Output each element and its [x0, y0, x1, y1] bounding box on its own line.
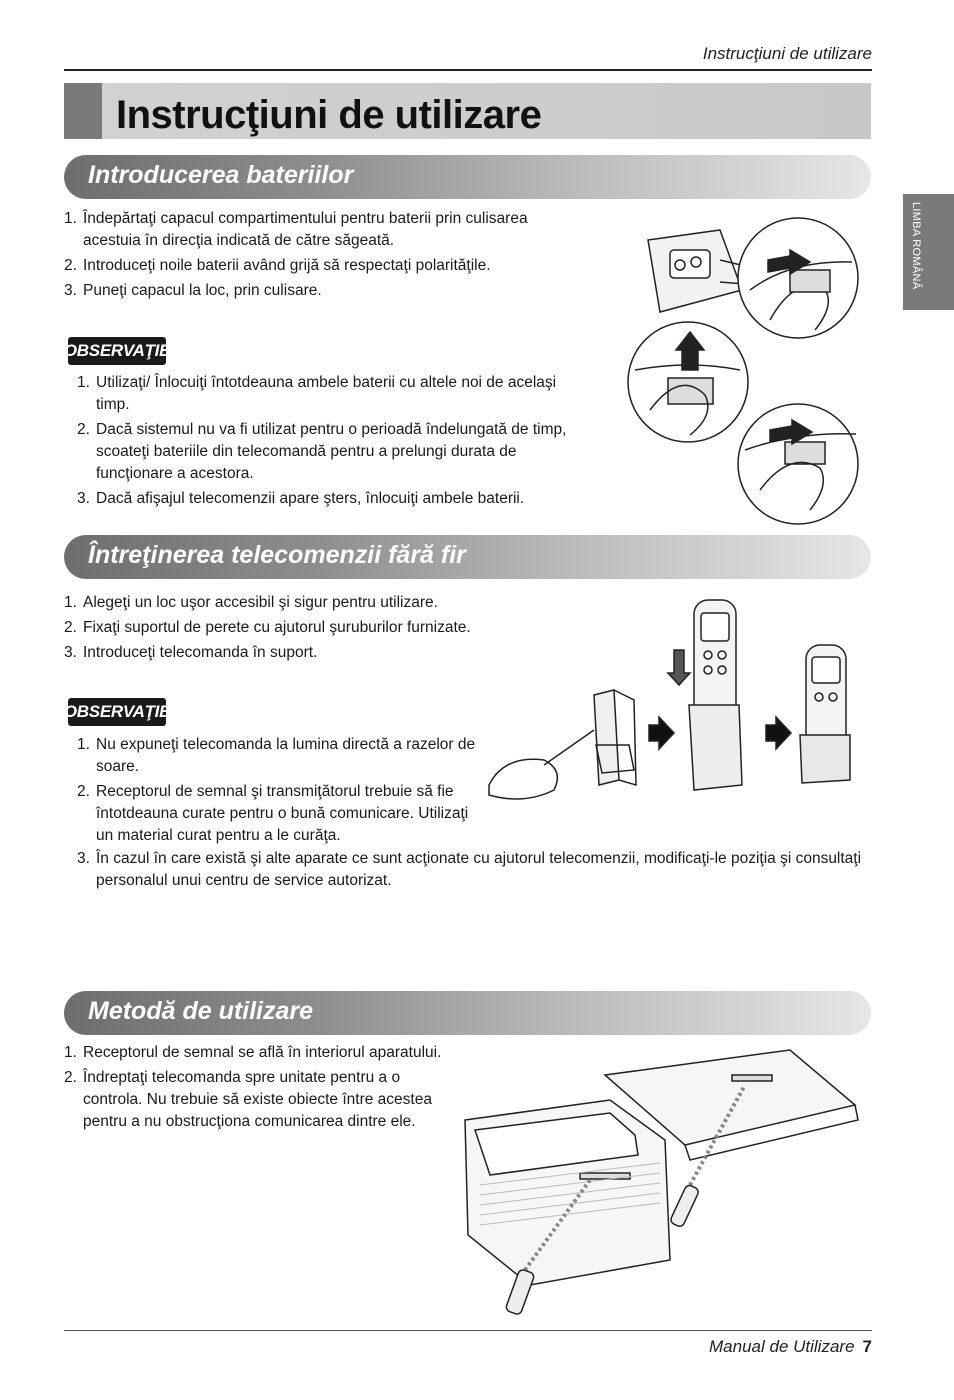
maintenance-notes-a — [77, 734, 477, 850]
list-item: 3. În cazul în care există şi alte aparate ce sunt acţionate cu ajutorul telecomenzii, modificaţi-le poziţia şi consultaţi personalul unui centru de service autorizat. — [77, 850, 862, 889]
maintenance-steps — [64, 592, 544, 667]
page-title-bar — [64, 83, 871, 139]
list-item: 1. Alegeţi un loc uşor accesibil şi sigur pentru utilizare. — [64, 594, 438, 611]
language-side-tab — [903, 194, 954, 310]
batteries-steps — [64, 208, 584, 305]
list-item: 2. Dacă sistemul nu va fi utilizat pentru o perioadă îndelungată de timp, scoateţi bateriile din telecomandă pentru a prelungi durata de funcţionare a acestora. — [77, 421, 567, 482]
usage-steps — [64, 1042, 462, 1136]
list-item: 2. Îndreptaţi telecomanda spre unitate pentru a o controla. Nu trebuie să existe obiecte între acestea pentru a nu obstrucţiona comunicarea dintre ele. — [64, 1069, 432, 1130]
page-title: Instrucţiuni de utilizare — [116, 93, 542, 137]
list-item: 2. Receptorul de semnal şi transmiţătorul trebuie să fie întotdeauna curate pentru o bună comunicare. Utilizaţi un material curat pentru a le curăţa. — [77, 783, 469, 844]
footer — [709, 1337, 872, 1357]
note-badge: OBSERVAŢIE — [68, 337, 166, 365]
section-heading-maintenance — [64, 535, 871, 579]
note-badge: OBSERVAŢIE — [68, 698, 166, 726]
header-rule — [64, 69, 872, 71]
running-header: Instrucţiuni de utilizare — [702, 44, 872, 63]
section-title: Metodă de utilizare — [88, 997, 314, 1025]
section-heading-usage — [64, 991, 871, 1035]
list-item: 2. Introduceţi noile baterii având grijă să respectaţi polarităţile. — [64, 257, 491, 274]
footer-manual-title: Manual de Utilizare — [709, 1337, 855, 1356]
list-item: 3. Puneţi capacul la loc, prin culisare. — [64, 282, 322, 299]
list-item: 1. Receptorul de semnal se află în interiorul aparatului. — [64, 1044, 442, 1061]
list-item: 2. Fixaţi suportul de perete cu ajutorul şuruburilor furnizate. — [64, 619, 471, 636]
language-label: LIMBA ROMÂNĂ — [910, 202, 922, 290]
remote-usage-illustration — [460, 1045, 860, 1320]
list-item: 1. Nu expuneţi telecomanda la lumina directă a razelor de soare. — [77, 736, 476, 775]
remote-holder-illustration — [484, 595, 864, 810]
list-item: 3. Introduceţi telecomanda în suport. — [64, 644, 318, 661]
list-item: 3. Dacă afişajul telecomenzii apare şters, înlocuiţi ambele baterii. — [77, 490, 525, 507]
batteries-notes — [77, 372, 582, 513]
page-number: 7 — [862, 1337, 872, 1356]
maintenance-notes-b — [77, 848, 862, 895]
footer-rule — [64, 1330, 872, 1331]
title-accent-block — [64, 83, 102, 139]
list-item: 1. Îndepărtaţi capacul compartimentului pentru baterii prin culisarea acestuia în direcţia indicată de către săgeată. — [64, 210, 528, 249]
section-title: Introducerea bateriilor — [88, 161, 354, 189]
list-item: 1. Utilizaţi/ Înlocuiţi întotdeauna ambele baterii cu altele noi de acelaşi timp. — [77, 374, 557, 413]
section-heading-batteries — [64, 155, 871, 199]
battery-insertion-illustration — [620, 220, 860, 525]
section-title: Întreţinerea telecomenzii fără fir — [88, 541, 466, 569]
